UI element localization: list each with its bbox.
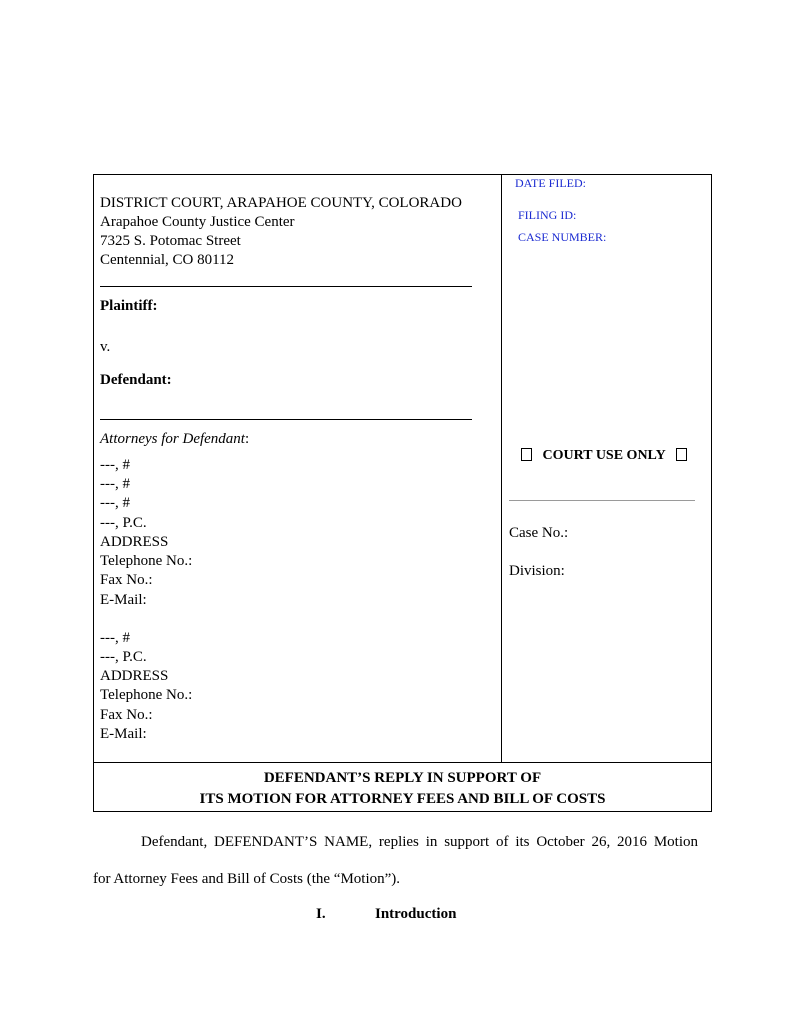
division-label: Division: bbox=[509, 563, 565, 579]
attorney-line: E-Mail: bbox=[100, 592, 147, 608]
attorneys-heading bbox=[100, 430, 249, 449]
court-use-only-label: COURT USE ONLY bbox=[542, 448, 666, 463]
versus-label: v. bbox=[100, 339, 111, 355]
checkbox-icon bbox=[521, 448, 532, 461]
attorney-line: ADDRESS bbox=[100, 668, 169, 684]
paragraph-line-1: Defendant, DEFENDANT’S NAME, replies in support of its October 26, 2016 Motion bbox=[141, 834, 698, 850]
attorney-line: ---, # bbox=[100, 457, 130, 473]
court-center: Arapahoe County Justice Center bbox=[100, 214, 295, 230]
attorneys-colon: : bbox=[244, 431, 250, 447]
court-use-only bbox=[521, 446, 687, 465]
court-name: DISTRICT COURT, ARAPAHOE COUNTY, COLORADO bbox=[100, 195, 462, 211]
attorney-line: ---, P.C. bbox=[100, 515, 147, 531]
document-title-line-1: DEFENDANT’S REPLY IN SUPPORT OF bbox=[263, 770, 542, 786]
court-city: Centennial, CO 80112 bbox=[100, 252, 235, 268]
document-title-line-2: ITS MOTION FOR ATTORNEY FEES AND BILL OF COSTS bbox=[199, 791, 606, 807]
caption-vertical-divider bbox=[501, 175, 502, 762]
caption-rule-1 bbox=[100, 286, 472, 287]
paragraph-line-2: for Attorney Fees and Bill of Costs (the “Motion”). bbox=[93, 871, 401, 887]
caption-rule-2 bbox=[100, 419, 472, 420]
case-number-label: CASE NUMBER: bbox=[518, 230, 607, 244]
attorney-line: Fax No.: bbox=[100, 707, 153, 723]
date-filed-label: DATE FILED: bbox=[515, 176, 586, 190]
attorney-line: ---, # bbox=[100, 630, 130, 646]
section-title: Introduction bbox=[375, 906, 457, 922]
attorney-line: Telephone No.: bbox=[100, 553, 193, 569]
attorney-line: E-Mail: bbox=[100, 726, 147, 742]
attorney-line: Telephone No.: bbox=[100, 687, 193, 703]
attorney-line: ---, P.C. bbox=[100, 649, 147, 665]
defendant-label: Defendant: bbox=[100, 372, 172, 388]
attorney-line: Fax No.: bbox=[100, 572, 153, 588]
attorneys-label: Attorneys for Defendant bbox=[100, 431, 245, 447]
plaintiff-label: Plaintiff: bbox=[100, 298, 158, 314]
attorney-line: ---, # bbox=[100, 495, 130, 511]
section-number: I. bbox=[316, 906, 326, 922]
court-use-rule bbox=[509, 500, 695, 501]
case-no-label: Case No.: bbox=[509, 525, 569, 541]
attorney-line: ---, # bbox=[100, 476, 130, 492]
court-street: 7325 S. Potomac Street bbox=[100, 233, 241, 249]
filing-id-label: FILING ID: bbox=[518, 208, 577, 222]
caption-horizontal-divider bbox=[94, 762, 711, 763]
checkbox-icon bbox=[676, 448, 687, 461]
attorney-line: ADDRESS bbox=[100, 534, 169, 550]
caption-box bbox=[93, 174, 712, 812]
